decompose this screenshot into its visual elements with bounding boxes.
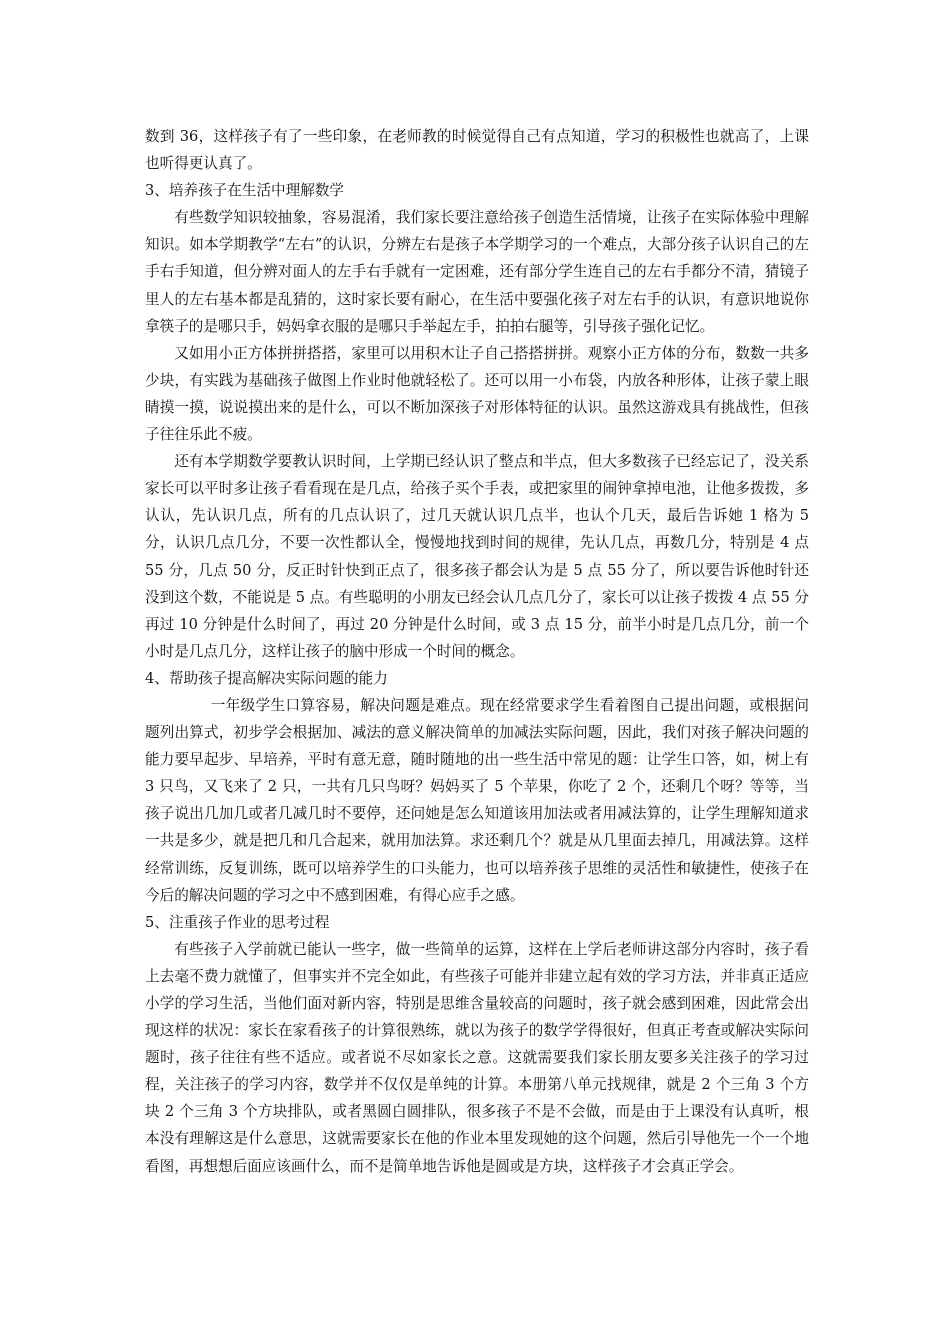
- paragraph-homework-process: 有些孩子入学前就已能认一些字，做一些简单的运算，这样在上学后老师讲这部分内容时，孩子看上去毫不费力就懂了，但事实并不完全如此，有些孩子可能并非建立起有效的学习方法，并非真正适应小学的学习生活，当他们面对新内容，特别是思维含量较高的问题时，孩子就会感到困难，因此常会出现这样的状况：家长在家看孩子的计算很熟练，就以为孩子的数学学得很好，但真正考查或解决实际问题时，孩子往往有些不适应。或者说不尽如家长之意。这就需要我们家长朋友要多关注孩子的学习过程，关注孩子的学习内容，数学并不仅仅是单纯的计算。本册第八单元找规律，就是 2 个三角 3 个方块 2 个三角 3 个方块排队，或者黑圆白圆排队，很多孩子不是不会做，而是由于上课没有认真听，根本没有理解这是什么意思，这就需要家长在他的作业本里发现她的这个问题，然后引导他先一个一个地看图，再想想后面应该画什么，而不是简单地告诉他是圆或是方块，这样孩子才会真正学会。: [145, 940, 809, 1175]
- paragraph-problem-solving: 一年级学生口算容易，解决问题是难点。现在经常要求学生看着图自己提出问题，或根据问题列出算式，初步学会根据加、减法的意义解决简单的加减法实际问题，因此，我们对孩子解决问题的能力要早起步、早培养，平时有意无意，随时随地的出一些生活中常见的题：让学生口答，如，树上有 3 只鸟，又飞来了 2 只，一共有几只鸟呀？妈妈买了 5 个苹果，你吃了 2 个，还剩几个呀？等等，当孩子说出几加几或者几减几时不要停，还问她是怎么知道该用加法或者用减法算的，让学生理解知道求一共是多少，就是把几和几合起来，就用加法算。求还剩几个？就是从几里面去掉几，用减法算。这样经常训练，反复训练，既可以培养学生的口头能力，也可以培养孩子思维的灵活性和敏捷性，使孩子在今后的解决问题的学习之中不感到困难，有得心应手之感。: [145, 696, 809, 904]
- section-heading-3: 3、培养孩子在生活中理解数学: [145, 182, 345, 200]
- paragraph-left-right: 有些数学知识较抽象，容易混淆，我们家长要注意给孩子创造生活情境，让孩子在实际体验中理解知识。如本学期教学“左右”的认识，分辨左右是孩子本学期学习的一个难点，大部分孩子认识自己的左手右手知道，但分辨对面人的左手右手就有一定困难，还有部分学生连自己的左右手都分不清，猜镜子里人的左右基本都是乱猜的，这时家长要有耐心，在生活中要强化孩子对左右手的认识，有意识地说你拿筷子的是哪只手，妈妈拿衣服的是哪只手举起左手，拍拍右腿等，引导孩子强化记忆。: [145, 209, 809, 335]
- paragraph-continuation: 数到 36，这样孩子有了一些印象，在老师教的时候觉得自己有点知道，学习的积极性也就高了，上课也听得更认真了。: [145, 128, 809, 173]
- paragraph-time: 还有本学期数学要教认识时间，上学期已经认识了整点和半点，但大多数孩子已经忘记了，没关系家长可以平时多让孩子看看现在是几点，给孩子买个手表，或把家里的闹钟拿掉电池，让他多拨拨，多认认，先认识几点，所有的几点认识了，过几天就认识几点半，也认个几天，最后告诉她 1 格为 5 分，认识几点几分，不要一次性都认全，慢慢地找到时间的规律，先认几点，再数几分，特别是 4 点 55 分，几点 50 分，反正时针快到正点了，很多孩子都会认为是 5 点 55 分了，所以要告诉他时针还没到这个数，不能说是 5 点。有些聪明的小朋友已经会认几点几分了，家长可以让孩子拨拨 4 点 55 分再过 10 分钟是什么时间了，再过 20 分钟是什么时间，或 3 点 15 分，前半小时是几点几分，前一个小时是几点几分，这样让孩子的脑中形成一个时间的概念。: [145, 453, 809, 660]
- paragraph-cubes: 又如用小正方体拼拼搭搭，家里可以用积木让子自己搭搭拼拼。观察小正方体的分布，数数一共多少块，有实践为基础孩子做图上作业时他就轻松了。还可以用一小布袋，内放各种形体，让孩子蒙上眼睛摸一摸，说说摸出来的是什么，可以不断加深孩子对形体特征的认识。虽然这游戏具有挑战性，但孩子往往乐此不疲。: [145, 344, 809, 444]
- section-heading-5: 5、注重孩子作业的思考过程: [145, 913, 330, 931]
- section-heading-4: 4、帮助孩子提高解决实际问题的能力: [145, 669, 388, 687]
- document-body: [145, 123, 809, 1180]
